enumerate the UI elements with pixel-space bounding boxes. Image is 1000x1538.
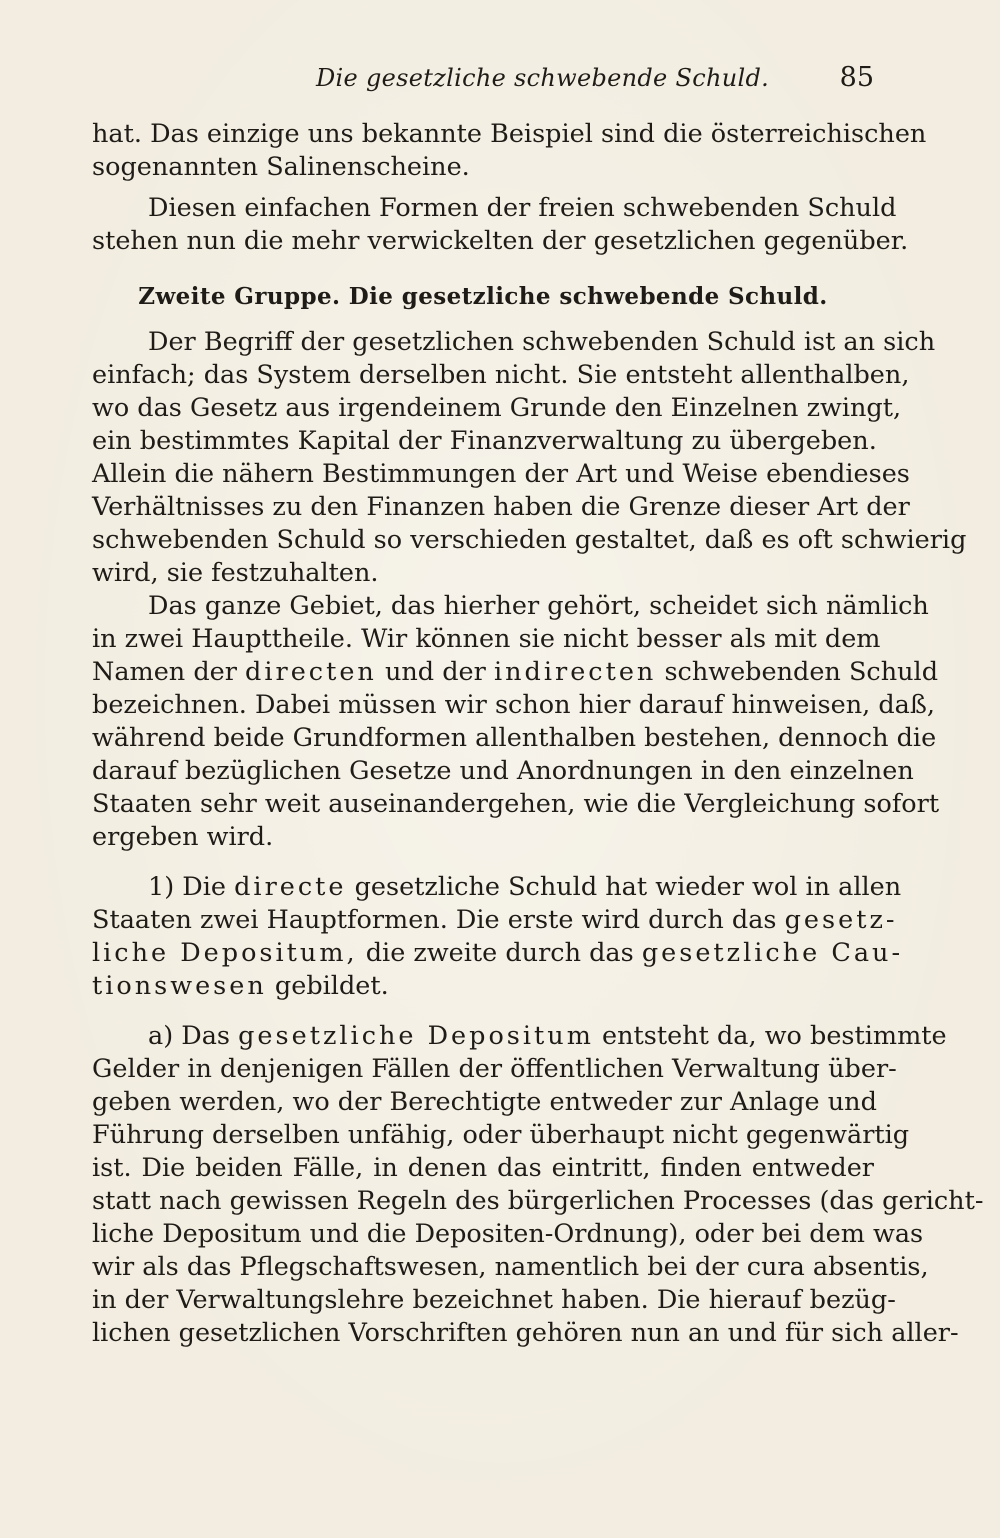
text-line: darauf bezüglichen Gesetze und Anordnungen in den einzelnen [92, 756, 914, 786]
text-line: bezeichnen. Dabei müssen wir schon hier darauf hinweisen, daß, [92, 690, 936, 720]
text-line: Allein die nähern Bestimmungen der Art und Weise ebendieses [92, 459, 910, 489]
paragraph-2 [92, 192, 909, 258]
text-line: statt nach gewissen Regeln des bürgerlichen Processes (das gericht- [92, 1186, 984, 1216]
text-segment: a) Das [148, 1021, 230, 1051]
paragraph-5 [92, 871, 904, 1003]
text-segment: wir als das Pflegschaftswesen, namentlich bei der [92, 1252, 739, 1282]
paragraph-6 [92, 1020, 984, 1350]
text-line: einfach; das System derselben nicht. Sie entsteht allenthalben, [92, 360, 910, 390]
text-line [92, 871, 902, 904]
text-line: Der Begriff der gesetzlichen schwebenden Schuld ist an sich [148, 327, 936, 357]
text-segment: gebildet. [274, 971, 389, 1001]
emphasized-term: indirecten [493, 657, 657, 687]
text-line: lichen gesetzlichen Vorschriften gehören nun an und für sich aller- [92, 1318, 959, 1348]
text-segment: Staaten zwei Hauptformen. Die erste wird durch das [92, 905, 777, 935]
text-line: schwebenden Schuld so verschieden gestaltet, daß es oft schwierig [92, 525, 967, 555]
text-segment: 1) Die [148, 872, 226, 902]
text-line: ein bestimmtes Kapital der Finanzverwaltung zu übergeben. [92, 426, 877, 456]
emphasized-term: gesetz- [784, 905, 898, 935]
text-line: Verhältnisses zu den Finanzen haben die Grenze dieser Art der [92, 492, 910, 522]
text-line: hat. Das einzige uns bekannte Beispiel sind die österreichischen [92, 119, 927, 149]
text-line: ist. Die beiden Fälle, in denen das eintritt, finden entweder [92, 1153, 874, 1183]
text-line [92, 904, 898, 937]
text-line: wo das Gesetz aus irgendeinem Grunde den Einzelnen zwingt, [92, 393, 902, 423]
text-line [92, 937, 904, 970]
paragraph-3 [92, 326, 967, 590]
text-line [92, 656, 939, 689]
text-line: Das ganze Gebiet, das hierher gehört, scheidet sich nämlich [148, 591, 929, 621]
section-heading: Zweite Gruppe. Die gesetzliche schwebende Schuld. [138, 283, 828, 310]
text-line: geben werden, wo der Berechtigte entweder zur Anlage und [92, 1087, 877, 1117]
text-line [92, 1020, 947, 1053]
text-line [92, 1251, 929, 1284]
body-text [92, 118, 984, 1350]
emphasized-term: liche Depositum, [92, 938, 358, 968]
text-line: Staaten sehr weit auseinandergehen, wie die Vergleichung sofort [92, 789, 940, 819]
text-segment: Namen der [92, 657, 237, 687]
text-line: liche Depositum und die Depositen-Ordnung), oder bei dem was [92, 1219, 924, 1249]
text-line: Diesen einfachen Formen der freien schwebenden Schuld [148, 193, 897, 223]
paragraph-4 [92, 590, 940, 854]
text-line: stehen nun die mehr verwickelten der gesetzlichen gegenüber. [92, 226, 909, 256]
text-line: sogenannten Salinenscheine. [92, 152, 470, 182]
text-line: in zwei Haupttheile. Wir können sie nicht besser als mit dem [92, 624, 881, 654]
page-header [92, 62, 874, 102]
text-segment: gesetzliche Schuld hat wieder wol in allen [354, 872, 902, 902]
text-line: wird, sie festzuhalten. [92, 558, 379, 588]
text-line [92, 970, 874, 1003]
text-segment: schwebenden Schuld [664, 657, 939, 687]
emphasized-term: directe [234, 872, 347, 902]
text-line: Gelder in denjenigen Fällen der öffentlichen Verwaltung über- [92, 1054, 897, 1084]
emphasized-term: gesetzliche Cau- [641, 938, 904, 968]
emphasized-term: directen [245, 657, 377, 687]
text-segment: entsteht da, wo bestimmte [602, 1021, 947, 1051]
emphasized-term: tionswesen [92, 971, 267, 1001]
text-line: während beide Grundformen allenthalben bestehen, dennoch die [92, 723, 937, 753]
latin-phrase: cura absentis, [746, 1252, 929, 1282]
text-segment: die zweite durch das [365, 938, 634, 968]
emphasized-term: gesetzliche Depositum [238, 1021, 594, 1051]
text-line: Führung derselben unfähig, oder überhaupt nicht gegenwärtig [92, 1120, 910, 1150]
running-head: Die gesetzliche schwebende Schuld. [316, 64, 770, 92]
text-line: in der Verwaltungslehre bezeichnet haben. Die hierauf bezüg- [92, 1285, 896, 1315]
text-line: ergeben wird. [92, 822, 274, 852]
page-number: 85 [839, 62, 874, 93]
paragraph-1 [92, 118, 927, 184]
text-segment: und der [384, 657, 486, 687]
